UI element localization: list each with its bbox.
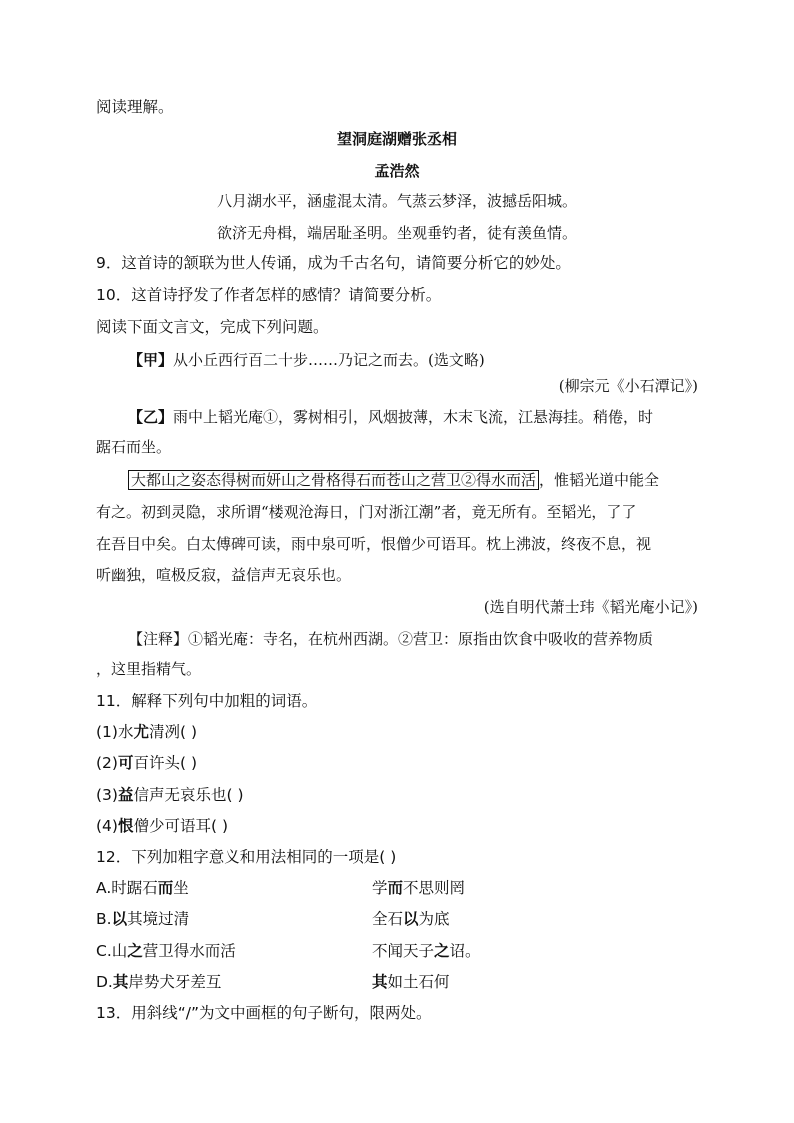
option-text: C.山 <box>96 942 128 960</box>
bold-word: 而 <box>157 879 174 897</box>
option-text: 不思则罔 <box>403 879 466 897</box>
bold-word: 之 <box>434 942 450 960</box>
item-prefix: (4) <box>96 817 118 835</box>
bold-word: 尤 <box>133 723 149 741</box>
item-suffix: 清冽( ) <box>148 723 198 741</box>
option-text: 坐 <box>173 879 189 897</box>
bold-word: 以 <box>111 910 128 928</box>
passage-jia-source: (柳宗元《小石潭记》) <box>558 377 698 395</box>
question-11-item <box>96 815 228 837</box>
bold-word: 而 <box>387 879 404 897</box>
reading-prompt: 阅读下面文言文，完成下列问题。 <box>96 318 329 336</box>
question-11-item <box>96 784 244 806</box>
question-11-item <box>96 752 197 774</box>
option-text: 全石 <box>372 910 404 928</box>
item-suffix: 信声无哀乐也( ) <box>133 786 244 804</box>
passage-yi-line-6: 听幽独，喧极反寂，益信声无哀乐也。 <box>96 566 352 584</box>
option-d-right <box>372 971 450 993</box>
bold-word: 益 <box>117 786 134 804</box>
option-a-left <box>96 877 189 899</box>
option-b-left <box>96 908 189 930</box>
question-11-stem: 11．解释下列句中加粗的词语。 <box>96 692 318 710</box>
passage-yi-source: (选自明代萧士玮《韬光庵小记》) <box>483 598 698 616</box>
bold-word: 恨 <box>117 817 134 835</box>
passage-yi-text-1: 雨中上韬光庵①，雾树相引，风烟披薄，木末飞流，江悬海挂。稍倦，时 <box>173 408 654 426</box>
bold-word: 其 <box>112 973 129 991</box>
passage-jia-text: 从小丘西行百二十步……乃记之而去。(选文略) <box>173 351 485 369</box>
option-d-left <box>96 971 221 993</box>
option-text: 如土石何 <box>387 973 450 991</box>
poem-line-1: 八月湖水平，涵虚混太清。气蒸云梦泽，波撼岳阳城。 <box>216 192 577 210</box>
section-intro: 阅读理解。 <box>96 98 174 116</box>
question-13: 13．用斜线“/”为文中画框的句子断句，限两处。 <box>96 1004 432 1022</box>
poem-line-2: 欲济无舟楫，端居耻圣明。坐观垂钓者，徒有羡鱼情。 <box>216 224 577 242</box>
option-c-left <box>96 940 236 962</box>
passage-yi-line-4: 有之。初到灵隐，求所谓“楼观沧海日，门对浙江潮”者，竟无所有。至韬光，了了 <box>96 503 637 521</box>
annotation-line-1: 【注释】①韬光庵：寺名，在杭州西湖。②营卫：原指由饮食中吸收的营养物质 <box>128 630 654 648</box>
option-text: 学 <box>372 879 388 897</box>
option-text: 其境过清 <box>127 910 190 928</box>
passage-yi-text-3: ，惟韬光道中能全 <box>539 471 660 489</box>
annotation-line-2: ，这里指精气。 <box>96 660 202 678</box>
option-text: 岸势犬牙差互 <box>128 973 222 991</box>
passage-jia-label: 【甲】 <box>128 351 174 369</box>
option-text: B. <box>96 910 112 928</box>
passage-jia <box>128 349 485 371</box>
poem-author: 孟浩然 <box>374 162 420 180</box>
boxed-sentence: 大都山之姿态得树而妍山之骨格得石而苍山之营卫②得水而活 <box>128 470 539 490</box>
option-text: 不闻天子 <box>372 942 435 960</box>
option-text: D. <box>96 973 113 991</box>
option-a-right <box>372 877 465 899</box>
bold-word: 其 <box>372 973 388 991</box>
item-suffix: 僧少可语耳( ) <box>133 817 229 835</box>
option-text: 营卫得水而活 <box>142 942 236 960</box>
question-9: 9．这首诗的颔联为世人传诵，成为千古名句，请简要分析它的妙处。 <box>96 254 571 272</box>
question-11-item <box>96 721 197 743</box>
option-c-right <box>372 940 481 962</box>
item-suffix: 百许头( ) <box>133 754 198 772</box>
poem-title: 望洞庭湖赠张丞相 <box>336 130 457 148</box>
option-text: 为底 <box>418 910 450 928</box>
bold-word: 之 <box>127 942 143 960</box>
question-12-stem: 12．下列加粗字意义和用法相同的一项是( ) <box>96 848 397 866</box>
passage-yi-line-2: 踞石而坐。 <box>96 438 172 456</box>
bold-word: 以 <box>403 910 419 928</box>
bold-word: 可 <box>117 754 134 772</box>
option-b-right <box>372 908 450 930</box>
passage-yi-line-5: 在吾目中矣。白太傅碑可读，雨中泉可听，恨僧少可语耳。枕上沸波，终夜不息，视 <box>96 535 652 553</box>
item-prefix: (1)水 <box>96 723 134 741</box>
question-10: 10．这首诗抒发了作者怎样的感情？请简要分析。 <box>96 286 442 304</box>
option-text: 诏。 <box>449 942 481 960</box>
passage-yi-label: 【乙】 <box>128 408 174 426</box>
passage-yi-line-3 <box>128 469 659 491</box>
option-text: A.时踞石 <box>96 879 158 897</box>
item-prefix: (2) <box>96 754 118 772</box>
item-prefix: (3) <box>96 786 118 804</box>
passage-yi-line-1 <box>128 406 653 428</box>
